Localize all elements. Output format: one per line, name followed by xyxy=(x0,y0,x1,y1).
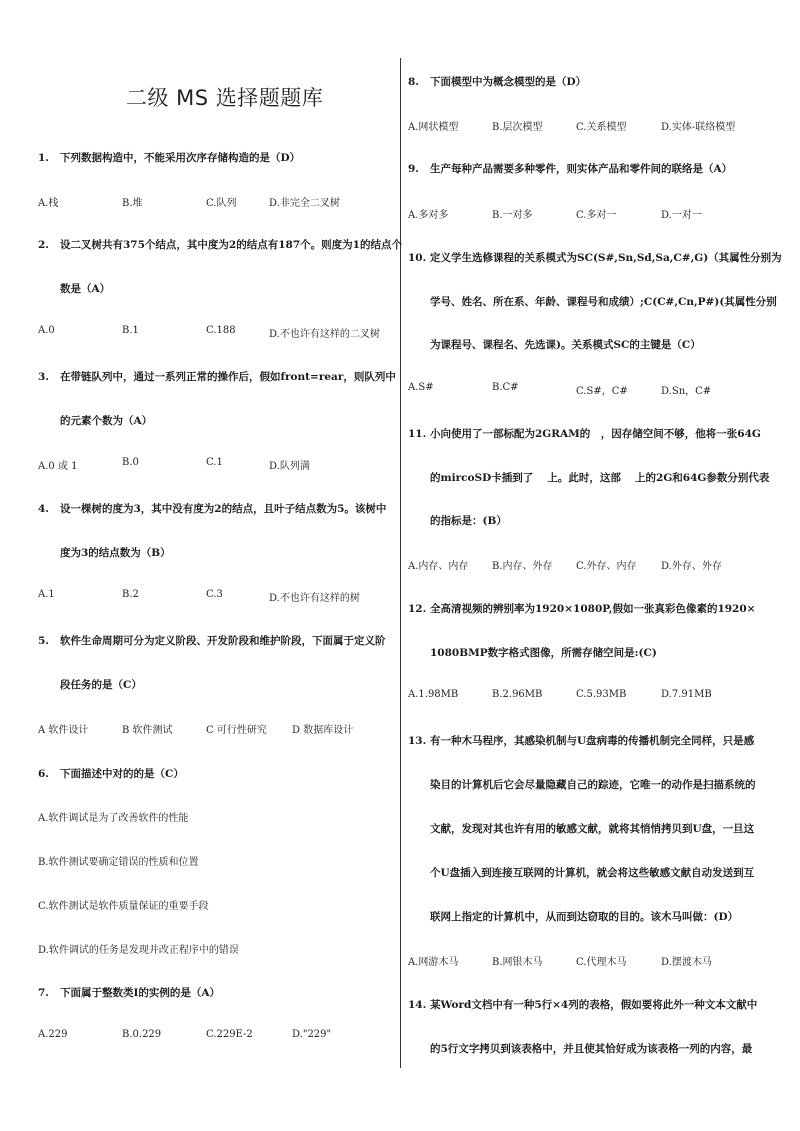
option-d: D.非完全二叉树 xyxy=(269,198,340,209)
option-c: C.1 xyxy=(206,457,223,468)
question-text: 下列数据构造中，不能采用次序存储构造的是（D） xyxy=(60,152,301,164)
option-d: D.实体-联络模型 xyxy=(661,122,736,133)
option-a: A.栈 xyxy=(38,198,59,209)
question-7 xyxy=(38,985,220,1000)
question-text-line-3: 的指标是：(B） xyxy=(430,515,507,527)
question-9 xyxy=(408,161,732,176)
question-text-line-3: 为课程号、课程名、先选课)。关系模式SC的主键是（C） xyxy=(430,339,701,351)
option-a: A.1 xyxy=(38,589,55,600)
question-1 xyxy=(38,150,300,165)
option-b: B.0 xyxy=(122,457,139,468)
question-text-line-1: 设一棵树的度为3，其中没有度为2的结点，且叶子结点数为5。该树中 xyxy=(60,503,387,515)
option-b: B.C# xyxy=(492,382,519,393)
question-14 xyxy=(408,997,757,1012)
page-title: 二级 MS 选择题题库 xyxy=(126,86,324,110)
question-number: 8. xyxy=(408,76,419,88)
question-8 xyxy=(408,74,586,89)
option-a: A 软件设计 xyxy=(38,725,89,736)
question-6 xyxy=(38,766,184,781)
question-text: 下面描述中对的的是（C） xyxy=(60,768,184,780)
question-text-line-4: 个U盘插入到连接互联网的计算机，就会将这些敏感文献自动发送到互 xyxy=(430,867,755,879)
question-number: 13. xyxy=(408,735,427,747)
question-text-line-2: 学号、姓名、所在系、年龄、课程号和成绩）;C(C#,Cn,P#)(其属性分别 xyxy=(430,296,777,308)
question-text-line-2: 染目的计算机后它会尽量隐藏自己的踪迹，它唯一的动作是扫描系统的 xyxy=(430,779,756,791)
question-text-line-1: 有一种木马程序，其感染机制与U盘病毒的传播机制完全同样，只是感 xyxy=(430,735,755,747)
option-c: C.229E-2 xyxy=(206,1029,253,1040)
question-2 xyxy=(38,237,402,252)
option-c: C.多对一 xyxy=(576,210,617,221)
question-number: 9. xyxy=(408,163,419,175)
question-number: 12. xyxy=(408,603,427,615)
option-a: A.229 xyxy=(38,1029,68,1040)
question-text-line-2: 数是（A） xyxy=(60,283,111,295)
option-c: C.软件测试是软件质量保证的重要手段 xyxy=(38,901,209,912)
option-a: A.1.98MB xyxy=(408,689,459,700)
question-text-line-2: 的元素个数为（A） xyxy=(60,415,153,427)
option-b: B.2.96MB xyxy=(492,689,543,700)
question-text-line-1: 软件生命周期可分为定义阶段、开发阶段和维护阶段，下面属于定义阶 xyxy=(60,635,386,647)
option-d: D.软件调试的任务是发现并改正程序中的错误 xyxy=(38,945,239,956)
option-d: D 数据库设计 xyxy=(292,725,354,736)
question-text-line-3: 文献，发现对其也许有用的敏感文献，就将其悄悄拷贝到U盘，一旦这 xyxy=(430,823,755,835)
question-text-line-2: 的5行文字拷贝到该表格中，并且使其恰好成为该表格一列的内容，最 xyxy=(430,1043,753,1055)
question-number: 7. xyxy=(38,987,49,999)
question-text-line-1: 某Word文档中有一种5行×4列的表格，假如要将此外一种文本文献中 xyxy=(430,999,758,1011)
question-number: 5. xyxy=(38,635,49,647)
question-3 xyxy=(38,369,396,384)
question-number: 1. xyxy=(38,152,49,164)
question-text: 下面模型中为概念模型的是（D） xyxy=(430,76,587,88)
column-divider xyxy=(400,58,401,1068)
option-c: C.代理木马 xyxy=(576,957,627,968)
option-a: A.0 xyxy=(38,325,55,336)
option-a: A.多对多 xyxy=(408,210,449,221)
question-text-line-2: 段任务的是（C） xyxy=(60,679,142,691)
option-b: B.堆 xyxy=(122,198,143,209)
question-text-line-1: 定义学生选修课程的关系模式为SC(S#,Sn,Sd,Sa,C#,G)（其属性分别为 xyxy=(430,252,782,264)
question-text-line-1: 设二叉树共有375个结点，其中度为2的结点有187个。则度为1的结点个 xyxy=(60,239,402,251)
option-c: C 可行性研究 xyxy=(206,725,267,736)
question-10 xyxy=(408,250,782,265)
option-d: D.7.91MB xyxy=(661,689,712,700)
option-c: C.188 xyxy=(206,325,236,336)
option-c: C.队列 xyxy=(206,198,237,209)
option-d: D.不也许有这样的树 xyxy=(269,593,360,604)
option-b: B.0.229 xyxy=(122,1029,162,1040)
option-a: A.S# xyxy=(408,382,434,393)
question-text-line-1: 小向使用了一部标配为2GRAM的 ，因存储空间不够，他将一张64G xyxy=(430,428,761,440)
option-b: B.软件测试要确定错误的性质和位置 xyxy=(38,857,199,868)
option-c: C.外存、内存 xyxy=(576,561,637,572)
question-number: 2. xyxy=(38,239,49,251)
option-c: C.关系模型 xyxy=(576,122,627,133)
question-text-line-2: 1080BMP数字格式图像，所需存储空间是:(C) xyxy=(430,647,657,659)
option-d: D.Sn，C# xyxy=(661,386,712,397)
option-b: B.层次模型 xyxy=(492,122,543,133)
question-text-line-5: 联网上指定的计算机中，从而到达窃取的目的。该木马叫做：(D） xyxy=(430,911,739,923)
option-a: A.0 或 1 xyxy=(38,461,78,472)
option-a: A.内存、内存 xyxy=(408,561,469,572)
question-text-line-1: 在带链队列中，通过一系列正常的操作后，假如front=rear，则队列中 xyxy=(60,371,396,383)
question-4 xyxy=(38,501,386,516)
question-text-line-2: 的mircoSD卡插到了 上。此时，这部 上的2G和64G参数分别代表 xyxy=(430,472,770,484)
option-a: A.网状模型 xyxy=(408,122,459,133)
question-text-line-2: 度为3的结点数为（B） xyxy=(60,547,171,559)
question-number: 11. xyxy=(408,428,427,440)
question-text: 生产每种产品需要多种零件，则实体产品和零件间的联络是（A） xyxy=(430,163,733,175)
option-a: A.软件调试是为了改善软件的性能 xyxy=(38,813,189,824)
option-b: B.一对多 xyxy=(492,210,533,221)
option-c: C.S#，C# xyxy=(576,386,628,397)
question-text-line-1: 全高清视频的辨别率为1920×1080P,假如一张真彩色像素的1920× xyxy=(430,603,756,615)
question-number: 14. xyxy=(408,999,427,1011)
question-number: 10. xyxy=(408,252,427,264)
option-b: B 软件测试 xyxy=(122,725,173,736)
option-a: A.网游木马 xyxy=(408,957,459,968)
option-c: C.5.93MB xyxy=(576,689,627,700)
question-5 xyxy=(38,633,386,648)
option-d: D.摆渡木马 xyxy=(661,957,712,968)
option-b: B.2 xyxy=(122,589,139,600)
option-d: D.队列满 xyxy=(269,461,310,472)
option-d: D.外存、外存 xyxy=(661,561,722,572)
option-c: C.3 xyxy=(206,589,223,600)
option-d: D.一对一 xyxy=(661,210,702,221)
question-11 xyxy=(408,426,761,441)
option-b: B.1 xyxy=(122,325,139,336)
option-d: D.不也许有这样的二叉树 xyxy=(269,329,380,340)
question-text: 下面属于整数类I的实例的是（A） xyxy=(60,987,221,999)
option-d: D."229" xyxy=(292,1029,332,1040)
option-b: B.网银木马 xyxy=(492,957,543,968)
option-b: B.内存、外存 xyxy=(492,561,553,572)
question-13 xyxy=(408,733,754,748)
question-number: 3. xyxy=(38,371,49,383)
question-12 xyxy=(408,601,755,616)
question-number: 6. xyxy=(38,768,49,780)
question-number: 4. xyxy=(38,503,49,515)
